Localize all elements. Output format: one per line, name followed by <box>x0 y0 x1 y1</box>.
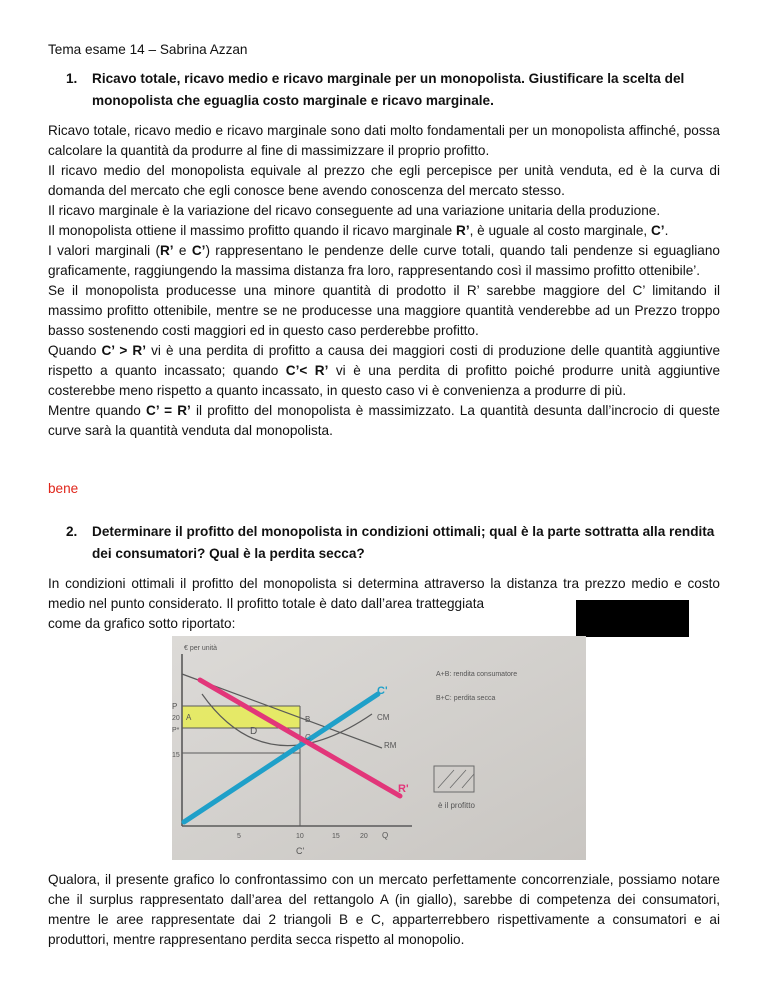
answer-1-paragraph <box>48 241 720 281</box>
text-span: Il monopolista ottiene il massimo profitto quando il ricavo marginale <box>48 223 457 238</box>
area-label-c: C <box>305 733 311 742</box>
text-span: ) rappresentano le pendenze delle curve totali, quando tali pendenze si eguagliano graficamente, raggiungendo la massima distanza fra loro, rappresentando così il massimo profitto ottenibile’. <box>48 243 720 278</box>
price-label: P <box>172 702 178 711</box>
yellow-area-a <box>182 706 300 728</box>
answer-1-paragraph <box>48 401 720 441</box>
redaction-box <box>576 600 689 637</box>
legend-note: A+B: rendita consumatore <box>436 671 518 678</box>
question-1-title: Ricavo totale, ricavo medio e ricavo marginale per un monopolista. Giustificare la scelta del monopolista che eguaglia costo marginale e ricavo marginale. <box>92 71 685 108</box>
curve-label-cm: CM <box>377 713 390 722</box>
bold-text: R’ <box>159 243 174 258</box>
answer-1 <box>48 121 720 441</box>
curve-label-c: C' <box>377 685 388 697</box>
curve-label-rm: RM <box>384 741 397 750</box>
text-span: . <box>664 223 669 238</box>
answer-1-paragraph: Se il monopolista producesse una minore quantità di prodotto il R’ sarebbe maggiore del C’ limitando il massimo profitto ottenibile, mentre se ne producesse una maggiore quantità venderebbe ad un Prezzo troppo basso sostenendo costi maggiori ed in questo caso perderebbe profitto. <box>48 283 720 338</box>
answer-2-paragraph: In condizioni ottimali il profitto del monopolista si determina attraverso la distanza tra prezzo medio e costo medio nel punto considerato. Il profitto totale è dato dall’area tratteggiata <box>48 576 720 611</box>
x-axis-q-label: Q <box>382 831 389 840</box>
bold-text: C’< R’ <box>285 363 329 378</box>
bold-text: C’ > R’ <box>101 343 147 358</box>
monopoly-graph-photo <box>172 636 586 860</box>
price-label: 15 <box>172 752 180 759</box>
bold-text: C’ <box>650 223 665 238</box>
bold-text: C’ <box>191 243 206 258</box>
text-span: , è uguale al costo marginale, <box>469 223 651 238</box>
price-label: 20 <box>172 715 180 722</box>
price-label: P* <box>172 727 180 734</box>
x-axis-label: C' <box>296 846 305 856</box>
text-span: il profitto del monopolista è massimizzato. La quantità desunta dall’incrocio di queste curve sarà la quantità venduta dal monopolista. <box>48 403 720 438</box>
answer-1-paragraph: Il ricavo medio del monopolista equivale al prezzo che egli percepisce per unità venduta, ed è la curva di domanda del mercato che egli conosce bene avendo conoscenza del mercato stesso. <box>48 163 720 198</box>
text-span: I valori marginali ( <box>48 243 160 258</box>
answer-1-paragraph <box>48 221 720 241</box>
text-span: vi è una perdita di profitto poiché produrre unità aggiuntive costerebbe meno rispetto a quanto incassato, in questo caso vi è convenienza a produrre di più. <box>48 363 720 398</box>
bold-text: C’ = R’ <box>146 403 191 418</box>
area-label-b: B <box>305 715 311 724</box>
curve-label-r: R' <box>398 783 409 795</box>
x-tick-label: 20 <box>360 833 368 840</box>
text-span: Mentre quando <box>48 403 147 418</box>
region-label-d: D <box>250 726 258 737</box>
answer-2-paragraph: come da grafico sotto riportato: <box>48 616 236 631</box>
bold-text: R’ <box>456 223 470 238</box>
document-header: Tema esame 14 – Sabrina Azzan <box>48 42 248 57</box>
question-2 <box>66 521 716 565</box>
x-tick-label: 10 <box>296 833 304 840</box>
x-tick-label: 5 <box>237 833 241 840</box>
y-axis-label: € per unità <box>184 645 218 652</box>
question-2-number: 2. <box>66 524 78 539</box>
text-span: vi è una perdita di profitto a causa dei maggiori costi di produzione delle quantità aggiuntive rispetto a quanto incassato; quando <box>48 343 721 378</box>
legend-note: B+C: perdita secca <box>436 695 496 702</box>
area-label-a: A <box>186 713 192 722</box>
question-1-number: 1. <box>66 71 78 86</box>
x-tick-label: 15 <box>332 833 340 840</box>
answer-1-paragraph <box>48 341 720 401</box>
question-1 <box>66 68 716 112</box>
text-span: e <box>173 243 192 258</box>
answer-1-paragraph: Il ricavo marginale è la variazione del ricavo conseguente ad una variazione unitaria della produzione. <box>48 203 661 218</box>
legend-note: è il profitto <box>438 801 475 810</box>
question-2-title: Determinare il profitto del monopolista in condizioni ottimali; qual è la parte sottratta alla rendita dei consumatori? Qual è la perdita secca? <box>92 524 715 561</box>
answer-1-paragraph: Ricavo totale, ricavo medio e ricavo marginale sono dati molto fondamentali per un monopolista affinché, possa calcolare la quantità da produrre al fine di massimizzare il proprio profitto. <box>48 123 720 158</box>
conclusion-paragraph: Qualora, il presente grafico lo confrontassimo con un mercato perfettamente concorrenziale, possiamo notare che il surplus rappresentato dall’area del rettangolo A (in giallo), sarebbe di competenza dei consumatori, mentre le aree rappresentate dai 2 triangoli B e C, apparterrebbero rispettivamente a consumatori e ai produttori, mentre rappresentano perdita secca rispetto al monopolio. <box>48 872 720 947</box>
text-span: Quando <box>48 343 102 358</box>
teacher-comment: bene <box>48 481 79 496</box>
